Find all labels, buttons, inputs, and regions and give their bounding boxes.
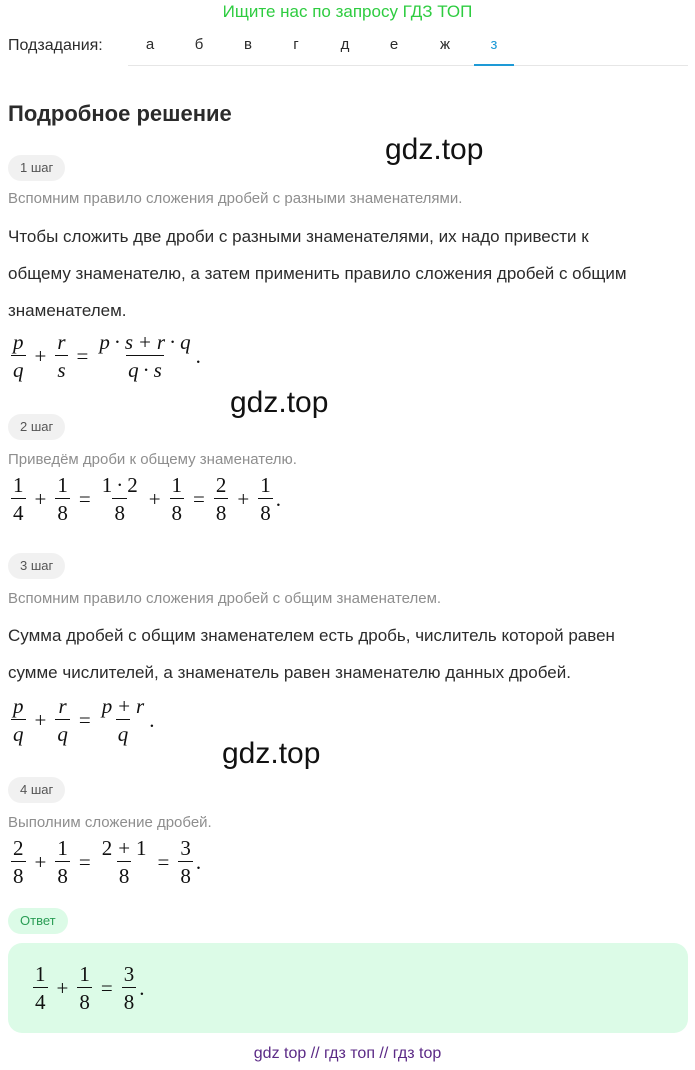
section-title: Подробное решение <box>8 101 232 126</box>
step-text <box>8 218 688 329</box>
step-text-line: общему знаменателю, а затем применить правило сложения дробей с общим <box>8 264 627 283</box>
tab-v[interactable]: в <box>244 36 252 53</box>
step-hint: Выполним сложение дробей. <box>8 814 212 831</box>
watermark: gdz.top <box>385 133 484 166</box>
step-chip: 3 шаг <box>8 553 65 579</box>
step-chip: 1 шаг <box>8 155 65 181</box>
step-text-line: Сумма дробей с общим знаменателем есть дробь, числитель которой равен <box>8 626 615 645</box>
tab-a[interactable]: а <box>145 36 155 53</box>
tab-e[interactable]: е <box>389 36 399 53</box>
answer-chip: Ответ <box>8 908 68 934</box>
step-hint: Вспомним правило сложения дробей с общим знаменателем. <box>8 590 442 607</box>
watermark: gdz.top <box>230 386 329 419</box>
tab-d[interactable]: д <box>340 36 350 53</box>
footer-links[interactable]: gdz top // гдз топ // гдз top <box>253 1045 442 1062</box>
subtasks-label: Подзадания: <box>8 37 103 54</box>
subtask-tabs <box>128 28 688 66</box>
step-text <box>8 617 688 691</box>
step-text-line: знаменателем. <box>8 301 127 320</box>
step-chip: 4 шаг <box>8 777 65 803</box>
step-formula: $\frac{2}{8}$ + $\frac{1}{8}$ = $\frac{2 + 1}{8}$ = $\frac{3}{8}$ . <box>13 836 202 889</box>
tab-g[interactable]: г <box>293 36 299 53</box>
tab-z-active[interactable]: з <box>474 28 514 66</box>
step-formula: $\frac{1}{4}$ + $\frac{1}{8}$ = $\frac{1 \cdot 2}{8}$ + $\frac{1}{8}$ = $\frac{2}{8}$ + $\frac{1}{8}$ . <box>13 473 281 526</box>
step-hint: Приведём дроби к общему знаменателю. <box>8 451 297 468</box>
step-chip: 2 шаг <box>8 414 65 440</box>
step-text-line: сумме числителей, а знаменатель равен знаменателю данных дробей. <box>8 663 571 682</box>
step-formula: $\frac{p}{q}$ + $\frac{r}{s}$ = $\frac{p \cdot s + r \cdot q}{q \cdot s}$ . <box>13 330 201 383</box>
answer-formula: $\frac{1}{4}$ + $\frac{1}{8}$ = $\frac{3}{8}$ . <box>35 962 145 1015</box>
tab-b[interactable]: б <box>194 36 204 53</box>
watermark: gdz.top <box>222 737 321 770</box>
step-text-line: Чтобы сложить две дроби с разными знаменателями, их надо привести к <box>8 227 589 246</box>
step-formula: $\frac{p}{q}$ + $\frac{r}{q}$ = $\frac{p + r}{q}$ . <box>13 694 155 747</box>
tab-zh[interactable]: ж <box>439 36 451 53</box>
promo-banner[interactable]: Ищите нас по запросу ГДЗ ТОП <box>222 2 473 21</box>
step-hint: Вспомним правило сложения дробей с разными знаменателями. <box>8 190 463 207</box>
